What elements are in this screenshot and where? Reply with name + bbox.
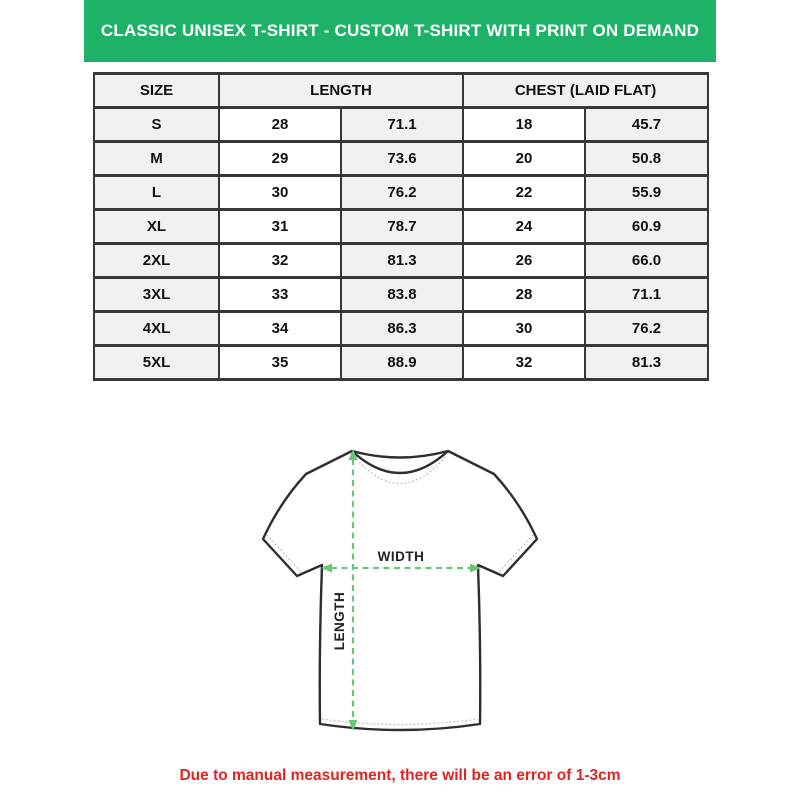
size-cell: XL xyxy=(94,210,219,244)
chest-in-cell: 28 xyxy=(463,278,585,312)
width-label: WIDTH xyxy=(377,549,425,564)
table-row xyxy=(94,244,708,278)
length-in-cell: 30 xyxy=(219,176,341,210)
measurement-note: Due to manual measurement, there will be an error of 1-3cm xyxy=(179,767,621,784)
length-cm-cell: 76.2 xyxy=(341,176,463,210)
table-row xyxy=(94,312,708,346)
chest-in-cell: 20 xyxy=(463,142,585,176)
chest-in-cell: 18 xyxy=(463,108,585,142)
chest-in-cell: 26 xyxy=(463,244,585,278)
size-cell: L xyxy=(94,176,219,210)
length-cm-cell: 71.1 xyxy=(341,108,463,142)
chest-cm-cell: 71.1 xyxy=(585,278,708,312)
length-label: LENGTH xyxy=(332,591,347,651)
length-in-cell: 34 xyxy=(219,312,341,346)
title-banner xyxy=(84,0,716,62)
tshirt-diagram xyxy=(250,438,550,758)
page-title: CLASSIC UNISEX T-SHIRT - CUSTOM T-SHIRT WITH PRINT ON DEMAND xyxy=(100,21,700,40)
length-cm-cell: 86.3 xyxy=(341,312,463,346)
length-col-header: LENGTH xyxy=(219,74,463,108)
size-cell: 4XL xyxy=(94,312,219,346)
chest-cm-cell: 45.7 xyxy=(585,108,708,142)
size-cell: 3XL xyxy=(94,278,219,312)
size-chart-table xyxy=(93,72,709,381)
size-col-header: SIZE xyxy=(94,74,219,108)
length-in-cell: 29 xyxy=(219,142,341,176)
table-row xyxy=(94,108,708,142)
chest-cm-cell: 76.2 xyxy=(585,312,708,346)
length-in-cell: 31 xyxy=(219,210,341,244)
chest-cm-cell: 55.9 xyxy=(585,176,708,210)
chest-cm-cell: 81.3 xyxy=(585,346,708,380)
length-cm-cell: 83.8 xyxy=(341,278,463,312)
size-cell: 2XL xyxy=(94,244,219,278)
chest-cm-cell: 66.0 xyxy=(585,244,708,278)
chest-cm-cell: 50.8 xyxy=(585,142,708,176)
length-cm-cell: 78.7 xyxy=(341,210,463,244)
tshirt-outline xyxy=(263,451,537,730)
chest-col-header: CHEST (LAID FLAT) xyxy=(463,74,708,108)
chest-in-cell: 24 xyxy=(463,210,585,244)
table-row xyxy=(94,142,708,176)
length-in-cell: 28 xyxy=(219,108,341,142)
chest-in-cell: 32 xyxy=(463,346,585,380)
table-row xyxy=(94,346,708,380)
length-cm-cell: 73.6 xyxy=(341,142,463,176)
length-cm-cell: 81.3 xyxy=(341,244,463,278)
size-cell: 5XL xyxy=(94,346,219,380)
table-row xyxy=(94,210,708,244)
length-in-cell: 33 xyxy=(219,278,341,312)
chest-in-cell: 22 xyxy=(463,176,585,210)
chest-cm-cell: 60.9 xyxy=(585,210,708,244)
size-cell: S xyxy=(94,108,219,142)
length-in-cell: 35 xyxy=(219,346,341,380)
header-row xyxy=(94,74,708,108)
table-row xyxy=(94,176,708,210)
size-cell: M xyxy=(94,142,219,176)
length-cm-cell: 88.9 xyxy=(341,346,463,380)
length-in-cell: 32 xyxy=(219,244,341,278)
chest-in-cell: 30 xyxy=(463,312,585,346)
table-row xyxy=(94,278,708,312)
